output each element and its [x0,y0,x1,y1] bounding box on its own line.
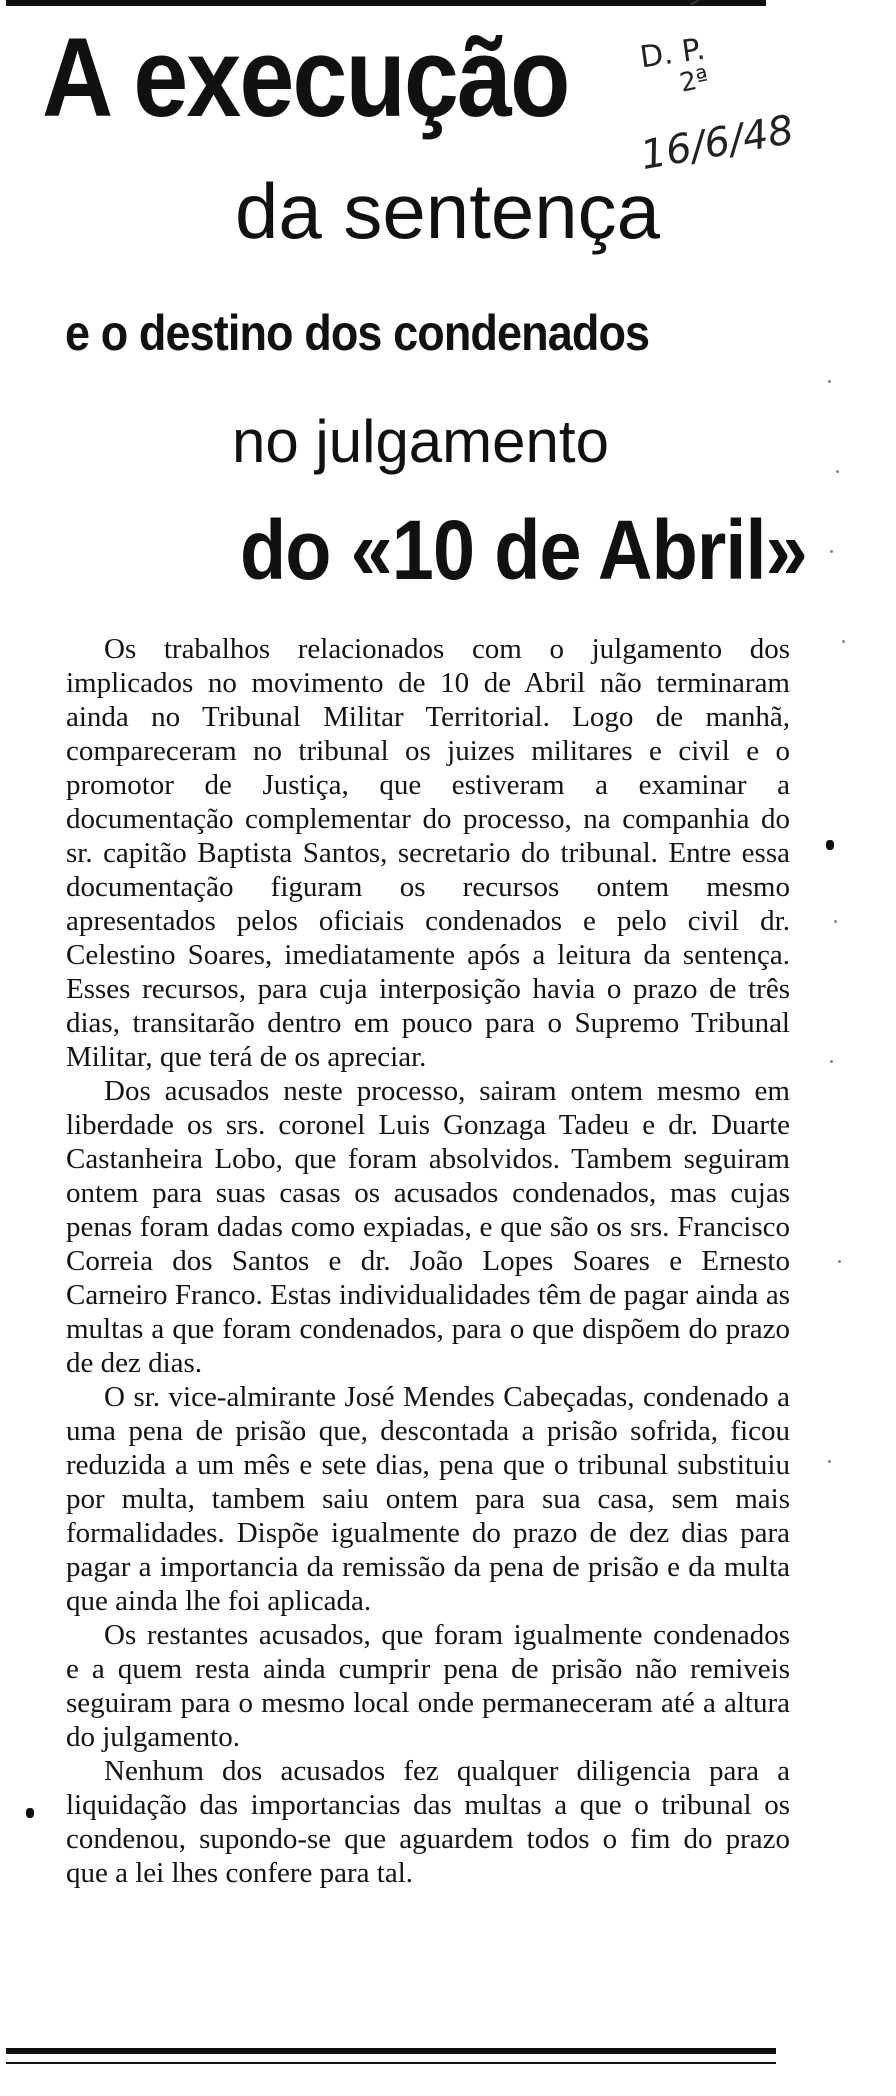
speck [834,920,837,923]
article-body [66,632,790,1890]
ink-blot-left [26,1808,34,1818]
top-rule [6,0,766,6]
article-paragraph-4: Os restantes acusados, que foram igualmente condenados e a quem resta ainda cumprir pena de prisão não remiveis seguiram para o mesmo local onde permaneceram até a altura do julgamento. [66,1619,790,1753]
headline-line-5: do «10 de Abril» [240,503,807,597]
article-paragraph-2: Dos acusados neste processo, sairam ontem mesmo em liberdade os srs. coronel Luis Gonzaga Tadeu e dr. Duarte Castanheira Lobo, que foram absolvidos. Tambem seguiram ontem para suas casas os acusados condenados, mas cujas penas foram dadas como expiadas, e que são os srs. Francisco Correia dos Santos e dr. João Lopes Soares e Ernesto Carneiro Franco. Estas individualidades têm de pagar ainda as multas a que foram condenados, para o que dispõem do prazo de dez dias. [66,1075,790,1379]
article-paragraph-5: Nenhum dos acusados fez qualquer diligencia para a liquidação das importancias das multas a que o tribunal os condenou, supondo-se que aguardem todos o fim do prazo que a lei lhes confere para tal. [66,1755,790,1889]
speck [828,1460,831,1463]
speck [828,380,831,383]
annotation-number: 2ª [677,63,712,99]
speck [830,550,833,553]
headline-line-4: no julgamento [232,408,609,475]
speck [838,1260,841,1263]
speck [836,470,839,473]
bottom-rule-thin [6,2062,776,2064]
speck [842,640,845,643]
article-paragraph-3: O sr. vice-almirante José Mendes Cabeçadas, condenado a uma pena de prisão que, descontada a prisão sofrida, ficou reduzida a um mês e sete dias, pena que o tribunal substituiu por multa, tambem saiu ontem para sua casa, sem mais formalidades. Dispõe igualmente do prazo de dez dias para pagar a importancia da remissão da pena de prisão e da multa que ainda lhe foi aplicada. [66,1381,790,1617]
article-paragraph-1: Os trabalhos relacionados com o julgamento dos implicados no movimento de 10 de Abril não terminaram ainda no Tribunal Militar Territorial. Logo de manhã, compareceram no tribunal os juizes militares e civil e o promotor de Justiça, que estiveram a examinar a documentação complementar do processo, na companhia do sr. capitão Baptista Santos, secretario do tribunal. Entre essa documentação figuram os recursos ontem mesmo apresentados pelos oficiais condenados e pelo civil dr. Celestino Soares, imediatamente após a leitura da sentença. Esses recursos, para cuja interposição havia o prazo de três dias, transitarão dentro em pouco para o Supremo Tribunal Militar, que terá de os apreciar. [66,633,790,1073]
annotation-initials: D. P. [637,31,708,76]
handwritten-annotation [637,28,810,180]
scan-edge-specks [824,360,864,1760]
ink-blot [826,840,834,850]
headline-line-1: A execução [42,15,569,140]
headline-line-3: e o destino dos condenados [65,305,650,361]
bottom-rule [6,2048,776,2054]
annotation-date: 16/6/48 [637,106,798,180]
headline-line-2: da sentença [235,167,661,255]
speck [830,1060,833,1063]
